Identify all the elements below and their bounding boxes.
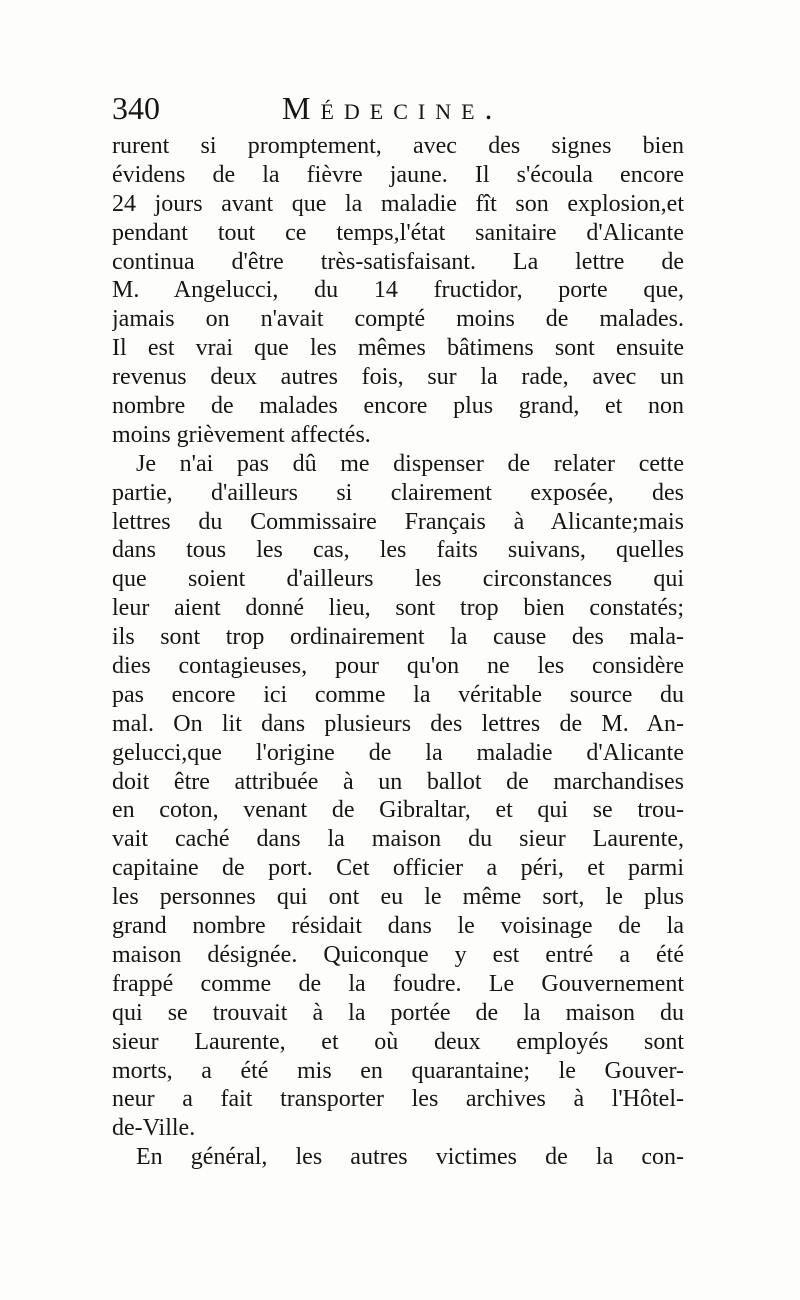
text-line: pas encore ici comme la véritable source du xyxy=(112,681,684,708)
text-line: dies contagieuses, pour qu'on ne les considère xyxy=(112,653,684,680)
text-line: Il est vrai que les mêmes bâtimens sont ensuite xyxy=(112,335,684,362)
text-line: pendant tout ce temps,l'état sanitaire d'Alicante xyxy=(112,219,684,246)
text-line: les personnes qui ont eu le même sort, le plus xyxy=(112,884,684,911)
text-line: de-Ville. xyxy=(112,1115,196,1142)
text-line: vait caché dans la maison du sieur Laurente, xyxy=(112,826,684,853)
text-line: capitaine de port. Cet officier a péri, et parmi xyxy=(112,855,684,882)
text-line: maison désignée. Quiconque y est entré a été xyxy=(112,941,684,968)
text-line: M. Angelucci, du 14 fructidor, porte que, xyxy=(112,277,684,304)
page-number: 340 xyxy=(112,90,160,126)
text-line: dans tous les cas, les faits suivans, quelles xyxy=(112,537,684,564)
text-line: doit être attribuée à un ballot de marchandises xyxy=(112,768,684,795)
text-line: qui se trouvait à la portée de la maison du xyxy=(112,999,684,1026)
text-line: continua d'être très-satisfaisant. La lettre de xyxy=(112,248,684,275)
text-line: en coton, venant de Gibraltar, et qui se trou- xyxy=(112,797,684,824)
text-line: 24 jours avant que la maladie fît son explosion,et xyxy=(112,190,684,217)
text-line: grand nombre résidait dans le voisinage de la xyxy=(112,913,684,940)
text-line: ils sont trop ordinairement la cause des mala- xyxy=(112,624,684,651)
text-line: neur a fait transporter les archives à l'Hôtel- xyxy=(112,1086,684,1113)
text-line: sieur Laurente, et où deux employés sont xyxy=(112,1028,684,1055)
text-line: En général, les autres victimes de la con- xyxy=(136,1144,684,1171)
text-line: évidens de la fièvre jaune. Il s'écoula encore xyxy=(112,161,684,188)
running-title: Médecine. xyxy=(282,90,503,126)
text-line: rurent si promptement, avec des signes bien xyxy=(112,133,684,159)
text-line: mal. On lit dans plusieurs des lettres de M. An- xyxy=(112,710,684,737)
text-line: partie, d'ailleurs si clairement exposée, des xyxy=(112,479,684,506)
page-header xyxy=(112,88,692,128)
text-line: morts, a été mis en quarantaine; le Gouver- xyxy=(112,1057,684,1084)
text-line: lettres du Commissaire Français à Alicante;mais xyxy=(112,508,684,535)
text-line: frappé comme de la foudre. Le Gouvernement xyxy=(112,970,684,997)
text-line: moins grièvement affectés. xyxy=(112,421,371,448)
text-line: jamais on n'avait compté moins de malades. xyxy=(112,306,684,333)
text-line: leur aient donné lieu, sont trop bien constatés; xyxy=(112,595,684,622)
text-line: Je n'ai pas dû me dispenser de relater cette xyxy=(136,450,684,477)
body-text xyxy=(112,132,684,1172)
text-line: nombre de malades encore plus grand, et non xyxy=(112,393,684,420)
text-line: revenus deux autres fois, sur la rade, avec un xyxy=(112,364,684,391)
text-line: gelucci,que l'origine de la maladie d'Alicante xyxy=(112,739,684,766)
text-line: que soient d'ailleurs les circonstances qui xyxy=(112,566,684,593)
